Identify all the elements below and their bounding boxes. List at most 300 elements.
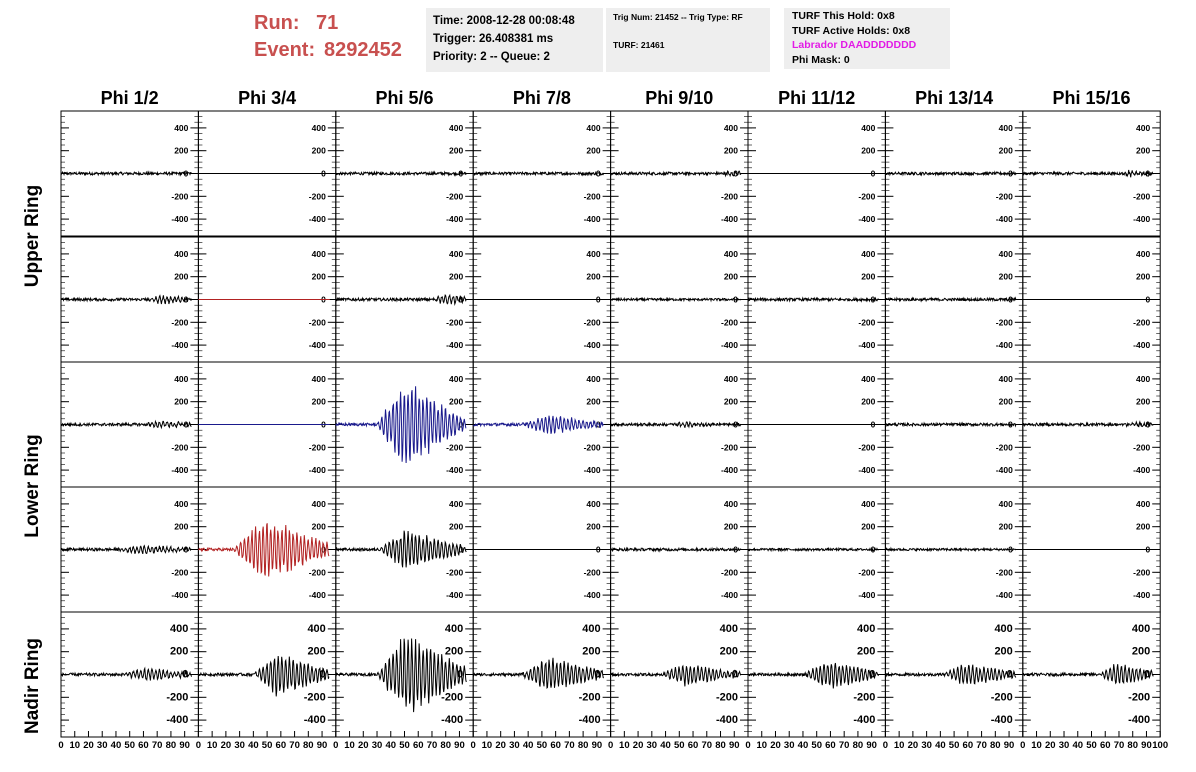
x-tick-label: 10 [344, 740, 355, 751]
y-tick-label: -200 [308, 317, 326, 328]
x-tick-label: 30 [783, 740, 795, 751]
y-tick-label: -400 [853, 714, 876, 727]
waveform-trace [473, 172, 604, 175]
y-tick-label: -400 [720, 590, 738, 601]
y-tick-label: 200 [719, 645, 738, 658]
x-tick-label: 50 [948, 740, 960, 751]
y-tick-label: -200 [171, 442, 189, 453]
y-tick-label: 400 [998, 122, 1013, 133]
y-tick-label: -200 [1133, 442, 1151, 453]
x-tick-label: 40 [935, 740, 946, 751]
y-tick-label: 0 [183, 544, 189, 555]
y-tick-label: 0 [183, 419, 189, 430]
y-tick-label: -200 [583, 442, 601, 453]
y-tick-label: -400 [171, 590, 189, 601]
x-tick-label: 70 [701, 740, 713, 751]
y-tick-label: -400 [1133, 590, 1151, 601]
y-tick-label: 200 [582, 645, 601, 658]
x-tick-label: 30 [646, 740, 658, 751]
waveform-trace [336, 172, 467, 175]
x-tick-label: 50 [536, 740, 548, 751]
y-tick-label: 0 [870, 168, 876, 179]
y-tick-label: 0 [1008, 168, 1013, 179]
row-label: Nadir Ring [22, 637, 43, 735]
y-tick-label: 400 [449, 498, 464, 509]
y-tick-label: -200 [583, 567, 601, 578]
y-tick-label: -200 [720, 317, 738, 328]
x-tick-label: 60 [825, 740, 836, 751]
y-tick-label: 0 [182, 668, 189, 681]
labrador-text: Labrador DAADDDDDDD [792, 39, 917, 51]
y-tick-label: 0 [1006, 668, 1013, 681]
y-tick-label: 400 [174, 373, 189, 384]
y-tick-label: -400 [303, 714, 326, 727]
x-tick-label: 70 [151, 740, 163, 751]
y-tick-label: -400 [446, 590, 464, 601]
y-tick-label: -400 [308, 590, 326, 601]
y-tick-label: -200 [858, 317, 876, 328]
y-tick-label: 200 [170, 645, 189, 658]
y-tick-label: 200 [311, 396, 326, 407]
x-tick-label: 30 [96, 740, 108, 751]
x-tick-label: 0 [58, 740, 64, 751]
y-tick-label: 0 [595, 168, 601, 179]
y-tick-label: -400 [171, 214, 189, 225]
y-tick-label: 200 [723, 271, 738, 282]
waveform-trace [885, 665, 1016, 684]
y-tick-label: 200 [586, 271, 601, 282]
event-value: 8292452 [324, 39, 402, 61]
x-tick-label: 20 [495, 740, 506, 751]
y-tick-label: -400 [446, 214, 464, 225]
column-title: Phi 7/8 [512, 88, 571, 108]
y-tick-label: 400 [1131, 622, 1151, 635]
y-tick-label: 200 [861, 521, 876, 532]
x-tick-label: 80 [440, 740, 452, 751]
y-tick-label: 400 [307, 622, 326, 635]
turf-text: TURF: 21461 [613, 40, 665, 50]
y-tick-label: 200 [311, 271, 326, 282]
x-tick-label: 10 [619, 740, 630, 751]
y-tick-label: 0 [458, 294, 464, 305]
x-tick-label: 80 [990, 740, 1001, 751]
x-tick-label: 10 [756, 740, 768, 751]
column-title: Phi 15/16 [1052, 88, 1131, 108]
x-tick-label: 60 [412, 740, 424, 751]
y-tick-label: 200 [311, 521, 326, 532]
y-tick-label: -200 [720, 567, 738, 578]
y-tick-label: -200 [446, 442, 464, 453]
y-tick-label: 0 [458, 544, 464, 555]
y-tick-label: -400 [715, 714, 738, 727]
x-tick-label: 10 [206, 740, 218, 751]
waveform-trace [748, 298, 879, 301]
y-tick-label: -400 [995, 465, 1013, 476]
y-tick-label: -200 [1128, 691, 1151, 704]
y-tick-label: -400 [583, 590, 601, 601]
x-tick-label: 80 [165, 740, 177, 751]
y-tick-label: 200 [444, 645, 464, 658]
y-tick-label: -200 [446, 191, 464, 202]
x-tick-label: 90 [591, 740, 603, 751]
y-tick-label: 400 [998, 373, 1013, 384]
x-tick-label: 20 [907, 740, 919, 751]
y-tick-label: -200 [171, 317, 189, 328]
x-tick-label: 30 [371, 740, 383, 751]
y-tick-label: 0 [733, 294, 738, 305]
x-tick-label: 50 [811, 740, 822, 751]
x-tick-label: 70 [289, 740, 300, 751]
y-tick-label: 0 [733, 419, 738, 430]
y-tick-label: 0 [458, 419, 464, 430]
waveform-trace [885, 172, 1016, 175]
y-tick-label: 200 [861, 271, 876, 282]
y-tick-label: 400 [861, 122, 876, 133]
column-title: Phi 9/10 [645, 88, 714, 108]
x-tick-label: 70 [1113, 740, 1125, 751]
trig-text: Trig Num: 21452 -- Trig Type: RF [613, 12, 743, 22]
y-tick-label: -400 [583, 465, 601, 476]
waveform-trace [885, 423, 1016, 426]
x-tick-label: 90 [179, 740, 190, 751]
x-tick-label: 70 [976, 740, 987, 751]
waveform-trace [885, 298, 1016, 301]
y-tick-label: -200 [441, 691, 464, 704]
y-tick-label: 0 [458, 168, 464, 179]
x-tick-label: 20 [770, 740, 781, 751]
x-tick-label: 40 [248, 740, 259, 751]
x-tick-label: 90 [454, 740, 465, 751]
turf-active-text: TURF Active Holds: 0x8 [792, 24, 911, 37]
x-tick-label: 80 [715, 740, 726, 751]
y-tick-label: 200 [994, 645, 1013, 658]
y-tick-label: -400 [308, 340, 326, 351]
y-tick-label: 0 [1144, 668, 1151, 681]
y-tick-label: 400 [861, 373, 876, 384]
x-tick-label: 50 [674, 740, 685, 751]
run-value: 71 [316, 12, 339, 34]
x-tick-label: 90 [728, 740, 740, 751]
waveform-trace [336, 531, 467, 568]
y-tick-label: -400 [990, 714, 1013, 727]
y-tick-label: 400 [586, 373, 601, 384]
waveform-trace [611, 419, 742, 430]
y-tick-label: 400 [586, 498, 601, 509]
column-title: Phi 1/2 [100, 88, 159, 108]
y-tick-label: 0 [319, 668, 326, 681]
y-tick-label: -400 [995, 590, 1013, 601]
waveform-trace [61, 295, 192, 304]
y-tick-label: -400 [583, 340, 601, 351]
y-tick-label: 200 [857, 645, 876, 658]
y-tick-label: -200 [308, 567, 326, 578]
y-tick-label: -200 [308, 442, 326, 453]
x-tick-label: 0 [195, 740, 202, 751]
y-tick-label: 0 [1145, 419, 1151, 430]
waveform-trace [748, 663, 879, 689]
x-tick-label: 60 [962, 740, 974, 751]
waveform-trace [611, 666, 742, 687]
x-tick-label: 20 [83, 740, 94, 751]
y-tick-label: -200 [853, 691, 876, 704]
y-tick-label: 200 [586, 396, 601, 407]
y-tick-label: 0 [1145, 168, 1151, 179]
y-tick-label: 0 [1008, 294, 1013, 305]
y-tick-label: -400 [446, 465, 464, 476]
y-tick-label: -400 [858, 214, 876, 225]
waveform-trace [61, 421, 192, 427]
y-tick-label: 200 [449, 521, 464, 532]
y-tick-label: 200 [449, 145, 464, 156]
x-tick-label: 100 [1152, 740, 1169, 751]
y-tick-label: 400 [719, 622, 738, 635]
y-tick-label: 200 [861, 145, 876, 156]
y-tick-label: 0 [183, 294, 189, 305]
y-tick-label: 200 [449, 396, 464, 407]
y-tick-label: -200 [578, 691, 601, 704]
y-tick-label: -200 [720, 442, 738, 453]
y-tick-label: 400 [449, 122, 464, 133]
y-tick-label: -400 [578, 714, 601, 727]
x-tick-label: 50 [399, 740, 410, 751]
waveform-trace [748, 548, 879, 550]
waveform-trace [1023, 664, 1154, 683]
y-tick-label: 200 [586, 145, 601, 156]
y-tick-label: 400 [586, 122, 601, 133]
y-tick-label: -200 [995, 317, 1013, 328]
y-tick-label: -200 [171, 191, 189, 202]
y-tick-label: 200 [998, 396, 1013, 407]
column-title: Phi 3/4 [238, 88, 297, 108]
y-tick-label: 400 [449, 373, 464, 384]
x-tick-label: 90 [866, 740, 877, 751]
y-tick-label: 200 [998, 145, 1013, 156]
time-text: Time: 2008-12-28 00:08:48 [433, 15, 575, 27]
y-tick-label: 400 [311, 373, 326, 384]
y-tick-label: 0 [1008, 419, 1013, 430]
y-tick-label: -400 [1133, 340, 1151, 351]
x-tick-label: 20 [632, 740, 644, 751]
y-tick-label: -400 [858, 590, 876, 601]
waveform-trace [611, 298, 742, 300]
x-tick-label: 0 [1020, 740, 1026, 751]
y-tick-label: -400 [166, 714, 189, 727]
y-tick-label: -200 [303, 691, 326, 704]
x-tick-label: 0 [745, 740, 751, 751]
y-tick-label: 400 [857, 622, 876, 635]
y-tick-label: 400 [311, 498, 326, 509]
y-tick-label: 0 [595, 419, 601, 430]
y-tick-label: 0 [1008, 544, 1013, 555]
waveform-trace [61, 546, 192, 554]
y-tick-label: 400 [582, 622, 601, 635]
y-tick-label: 200 [449, 271, 464, 282]
x-tick-label: 80 [303, 740, 314, 751]
y-tick-label: 200 [1131, 645, 1151, 658]
y-tick-label: -400 [583, 214, 601, 225]
x-tick-label: 10 [481, 740, 493, 751]
x-tick-label: 50 [261, 740, 273, 751]
y-tick-label: -400 [995, 214, 1013, 225]
x-tick-label: 80 [577, 740, 589, 751]
y-tick-label: -200 [720, 191, 738, 202]
x-tick-label: 60 [687, 740, 699, 751]
waveform-trace [885, 548, 1016, 550]
y-tick-label: 200 [311, 145, 326, 156]
y-tick-label: 0 [594, 668, 601, 681]
y-tick-label: 0 [183, 168, 189, 179]
x-tick-label: 10 [1031, 740, 1042, 751]
y-tick-label: 200 [174, 145, 189, 156]
y-tick-label: 0 [321, 168, 326, 179]
y-tick-label: -200 [715, 691, 738, 704]
y-tick-label: 400 [311, 122, 326, 133]
y-tick-label: 0 [733, 168, 738, 179]
y-tick-label: -200 [446, 567, 464, 578]
y-tick-label: 400 [723, 373, 738, 384]
waveform-trace [61, 668, 192, 680]
y-tick-label: 0 [1145, 544, 1151, 555]
y-tick-label: 200 [307, 645, 326, 658]
row-label: Upper Ring [22, 184, 43, 288]
y-tick-label: -200 [995, 567, 1013, 578]
y-tick-label: 0 [321, 544, 326, 555]
y-tick-label: -200 [995, 442, 1013, 453]
y-tick-label: 400 [723, 122, 738, 133]
x-tick-label: 20 [220, 740, 232, 751]
column-title: Phi 5/6 [375, 88, 434, 108]
y-tick-label: -200 [995, 191, 1013, 202]
y-tick-label: 400 [723, 498, 738, 509]
y-tick-label: 200 [723, 145, 738, 156]
y-tick-label: 0 [870, 419, 876, 430]
y-tick-label: 0 [321, 294, 326, 305]
y-tick-label: -400 [1133, 214, 1151, 225]
y-tick-label: -200 [1133, 191, 1151, 202]
x-tick-label: 50 [124, 740, 135, 751]
x-tick-label: 60 [275, 740, 287, 751]
y-tick-label: 400 [1136, 248, 1151, 259]
x-tick-label: 60 [550, 740, 561, 751]
y-tick-label: -400 [1133, 465, 1151, 476]
x-tick-label: 40 [1072, 740, 1084, 751]
y-tick-label: 400 [170, 622, 189, 635]
y-tick-label: 0 [595, 544, 601, 555]
y-tick-label: 400 [1136, 498, 1151, 509]
y-tick-label: 200 [998, 271, 1013, 282]
x-tick-label: 30 [1058, 740, 1070, 751]
y-tick-label: 200 [1136, 145, 1151, 156]
y-tick-label: -200 [446, 317, 464, 328]
x-tick-label: 90 [316, 740, 328, 751]
x-tick-label: 40 [522, 740, 534, 751]
y-tick-label: 400 [998, 498, 1013, 509]
y-tick-label: 0 [595, 294, 601, 305]
x-tick-label: 20 [357, 740, 369, 751]
waveform-trace [61, 172, 192, 175]
y-tick-label: 200 [174, 521, 189, 532]
y-tick-label: 200 [861, 396, 876, 407]
y-tick-label: 200 [174, 396, 189, 407]
priority-text: Priority: 2 -- Queue: 2 [433, 51, 550, 63]
y-tick-label: 400 [1136, 373, 1151, 384]
x-tick-label: 0 [882, 740, 889, 751]
y-tick-label: -400 [441, 714, 464, 727]
x-tick-label: 20 [1044, 740, 1056, 751]
y-tick-label: -400 [720, 340, 738, 351]
x-tick-label: 90 [1003, 740, 1015, 751]
y-tick-label: 200 [998, 521, 1013, 532]
x-tick-label: 40 [110, 740, 122, 751]
y-tick-label: -400 [1128, 714, 1151, 727]
y-tick-label: 0 [733, 544, 738, 555]
phi-mask-text: Phi Mask: 0 [792, 53, 850, 66]
y-tick-label: 200 [174, 271, 189, 282]
y-tick-label: -200 [1133, 317, 1151, 328]
waveform-trace [473, 416, 604, 434]
x-tick-label: 50 [1086, 740, 1097, 751]
y-tick-label: -400 [858, 340, 876, 351]
y-tick-label: 200 [586, 521, 601, 532]
y-tick-label: 0 [731, 668, 738, 681]
waveform-trace [1023, 170, 1154, 177]
x-tick-label: 0 [607, 740, 614, 751]
y-tick-label: 200 [1136, 521, 1151, 532]
y-tick-label: -400 [308, 465, 326, 476]
waveform-trace [611, 171, 742, 176]
row-label: Lower Ring [22, 434, 43, 538]
x-tick-label: 10 [69, 740, 81, 751]
y-tick-label: -400 [720, 465, 738, 476]
y-tick-label: 400 [174, 248, 189, 259]
x-tick-label: 40 [660, 740, 671, 751]
x-tick-label: 90 [1141, 740, 1152, 751]
y-tick-label: 400 [994, 622, 1013, 635]
y-tick-label: 400 [174, 122, 189, 133]
y-tick-label: 400 [998, 248, 1013, 259]
x-tick-label: 40 [797, 740, 809, 751]
turf-hold-text: TURF This Hold: 0x8 [792, 10, 895, 22]
y-tick-label: 0 [870, 294, 876, 305]
y-tick-label: -400 [446, 340, 464, 351]
y-tick-label: 400 [861, 248, 876, 259]
y-tick-label: -200 [990, 691, 1013, 704]
y-tick-label: -200 [858, 442, 876, 453]
x-tick-label: 0 [470, 740, 476, 751]
y-tick-label: 200 [723, 396, 738, 407]
y-tick-label: -200 [1133, 567, 1151, 578]
waveform-trace [473, 658, 604, 688]
y-tick-label: -400 [308, 214, 326, 225]
x-tick-label: 60 [138, 740, 149, 751]
y-tick-label: -200 [583, 317, 601, 328]
y-tick-label: 0 [870, 544, 876, 555]
y-tick-label: -400 [858, 465, 876, 476]
y-tick-label: 200 [723, 521, 738, 532]
x-tick-label: 30 [234, 740, 245, 751]
y-tick-label: 400 [449, 248, 464, 259]
event-label: Event: [254, 39, 316, 61]
y-tick-label: 400 [586, 248, 601, 259]
y-tick-label: 0 [457, 668, 464, 681]
x-tick-label: 70 [838, 740, 850, 751]
y-tick-label: 400 [444, 622, 464, 635]
y-tick-label: 400 [1136, 122, 1151, 133]
x-tick-label: 40 [385, 740, 397, 751]
y-tick-label: -200 [166, 691, 189, 704]
y-tick-label: 200 [1136, 271, 1151, 282]
column-title: Phi 13/14 [915, 88, 994, 108]
